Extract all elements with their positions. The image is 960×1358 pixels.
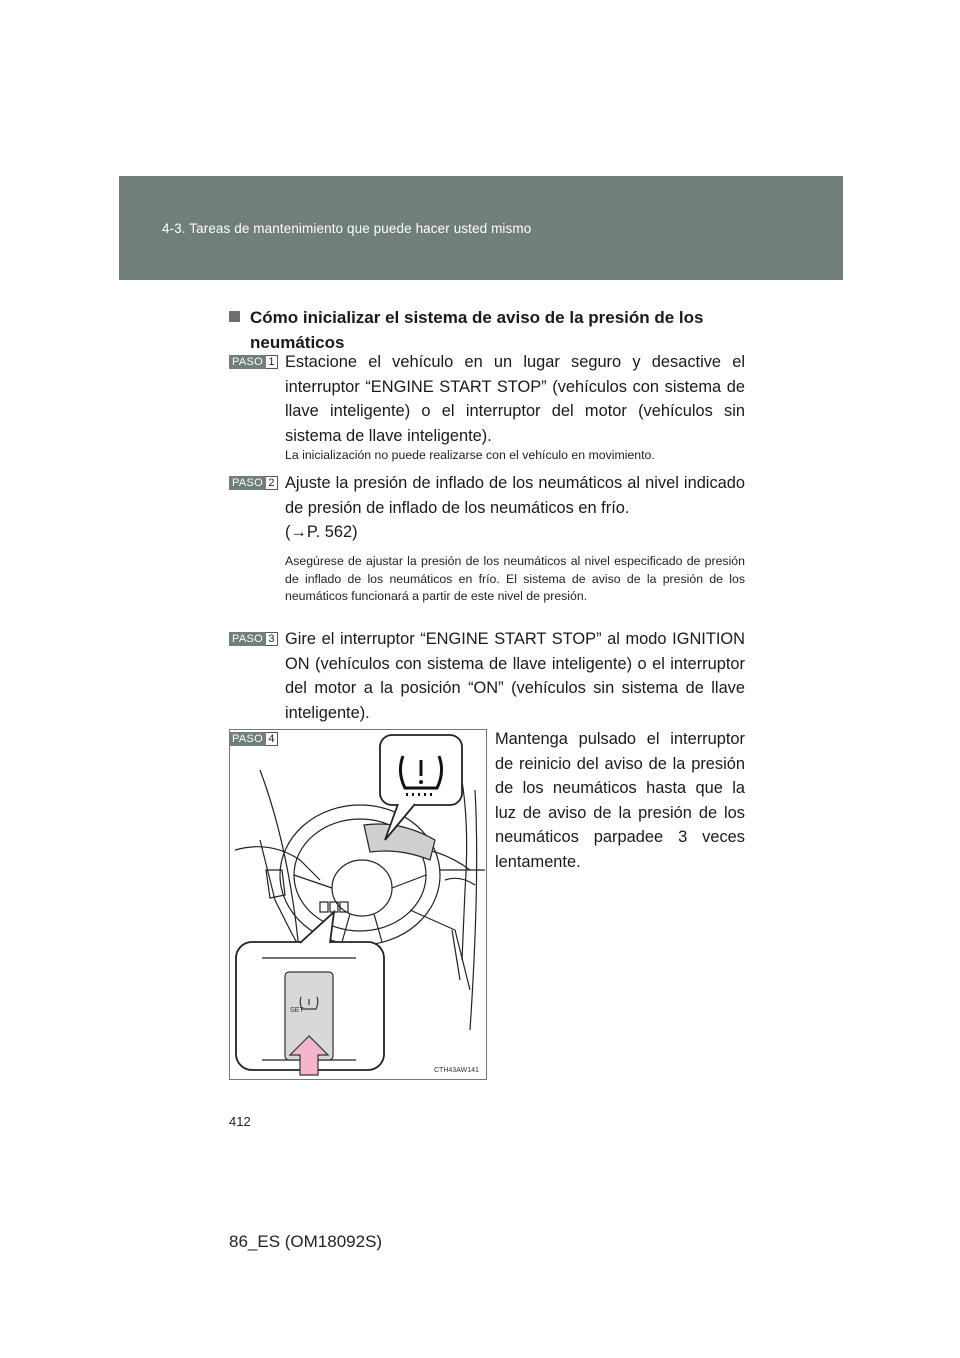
header-section-title: 4-3. Tareas de mantenimiento que puede hacer usted mismo <box>162 221 532 236</box>
step-label: PASO <box>229 355 266 369</box>
step-1-badge <box>229 355 280 369</box>
figure-code: CTH43AW141 <box>434 1067 479 1074</box>
step-number: 1 <box>266 355 278 369</box>
step-label: PASO <box>229 476 266 490</box>
step-1-text: Estacione el vehículo en un lugar seguro y desactive el interruptor “ENGINE START STOP” (vehículos con sistema de llave inteligente) o el interruptor del motor (vehículos sin sistema de llave inteligente). <box>285 353 745 445</box>
step-number: 2 <box>266 476 278 490</box>
page-number: 412 <box>229 1114 251 1129</box>
step-1-note: La inicialización no puede realizarse con el vehículo en movimiento. <box>285 448 655 462</box>
step-label: PASO <box>229 632 266 646</box>
figure-steering-switch <box>229 729 487 1080</box>
step-label: PASO <box>229 732 266 746</box>
step-number: 3 <box>266 632 278 646</box>
step-2-page-ref: (→P. 562) <box>285 523 358 541</box>
step-number: 4 <box>266 732 278 746</box>
step-4-badge <box>229 732 280 746</box>
step-2-badge <box>229 476 280 490</box>
step-2-text: Ajuste la presión de inflado de los neumáticos al nivel indicado de presión de inflado de los neumáticos en frío. <box>285 474 745 517</box>
document-code: 86_ES (OM18092S) <box>229 1232 383 1251</box>
step-3-badge <box>229 632 280 646</box>
section-title: Cómo inicializar el sistema de aviso de la presión de los neumáticos <box>250 308 704 352</box>
step-2-note: Asegúrese de ajustar la presión de los neumáticos al nivel especificado de presión de inflado de los neumáticos en frío. El sistema de aviso de la presión de los neumáticos funcionará a partir de este nivel de presión. <box>285 554 745 603</box>
step-4-text: Mantenga pulsado el interruptor de reinicio del aviso de la presión de los neumáticos hasta que la luz de aviso de la presión de los neumáticos parpadee 3 veces lentamente. <box>495 730 745 871</box>
square-bullet-icon <box>229 311 240 322</box>
section-heading <box>229 305 746 355</box>
step-3-text: Gire el interruptor “ENGINE START STOP” al modo IGNITION ON (vehículos con sistema de llave inteligente) o el interruptor del motor a la posición “ON” (vehículos sin sistema de llave inteligente). <box>285 630 745 722</box>
steering-wheel-illustration <box>230 730 486 1079</box>
set-button-label: SET <box>290 1007 304 1014</box>
